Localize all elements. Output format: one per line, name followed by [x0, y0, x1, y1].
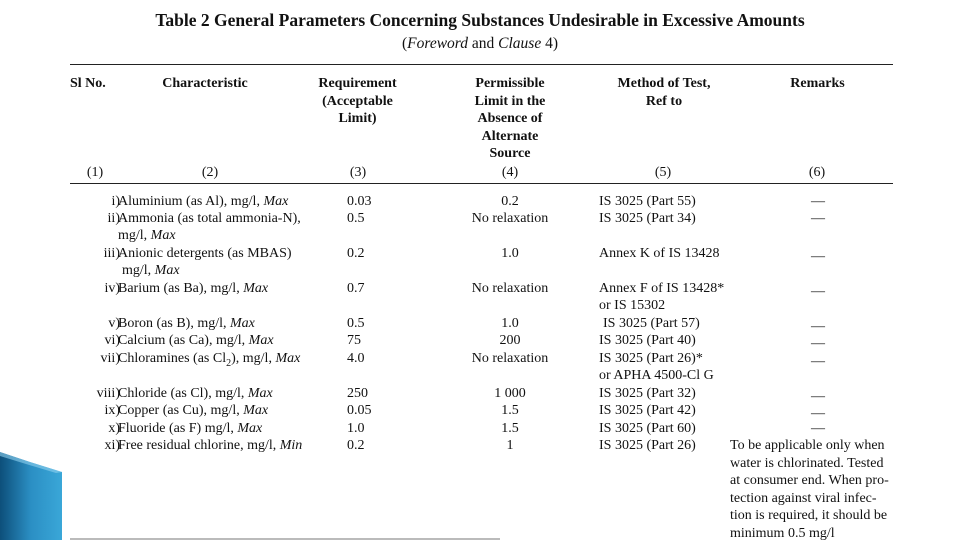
- header-permissible-limit: Permissible Limit in the Absence of Alternate Source: [474, 76, 546, 161]
- col-number-6: (6): [808, 165, 826, 180]
- col-number-4: (4): [501, 165, 519, 180]
- header-sl-no: Sl No.: [70, 76, 106, 91]
- table-subtitle: (Foreword and Clause 4): [401, 35, 559, 52]
- header-requirement: Requirement (Acceptable Limit): [318, 76, 397, 126]
- table-title: Table 2 General Parameters Concerning Substances Undesirable in Excessive Amounts: [155, 10, 805, 30]
- header-remarks: Remarks: [790, 76, 845, 91]
- col-number-2: (2): [201, 165, 219, 180]
- decorative-corner-shape: [0, 440, 90, 540]
- table-top-rule: [70, 64, 893, 65]
- col-number-5: (5): [654, 165, 672, 180]
- remark-free-residual-chlorine: To be applicable only when water is chlorinated. Tested at consumer end. When pro- tection against viral infec- tion is required, it should be minimum 0.5 mg/l: [730, 438, 889, 541]
- col-number-1: (1): [86, 165, 104, 180]
- header-characteristic: Characteristic: [162, 76, 248, 91]
- header-method-of-test: Method of Test, Ref to: [617, 76, 711, 109]
- table-header-rule: [70, 183, 893, 184]
- col-number-3: (3): [349, 165, 367, 180]
